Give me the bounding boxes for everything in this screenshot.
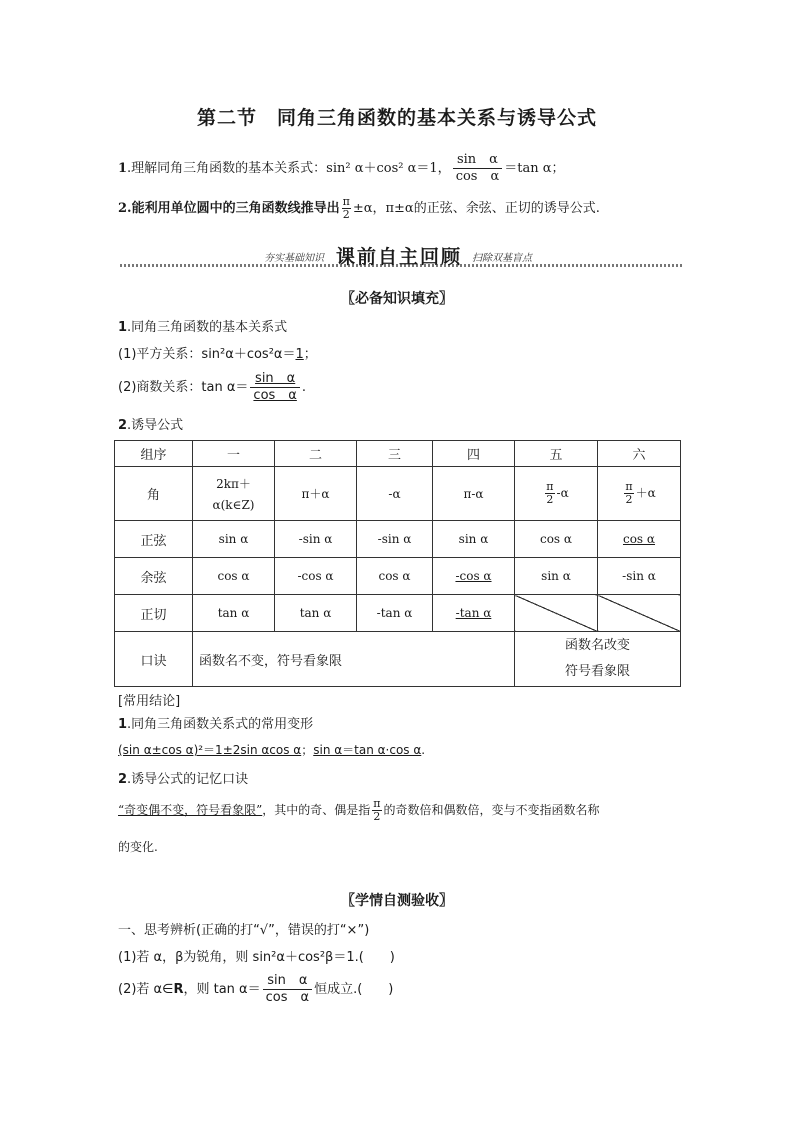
table-cell: π-α [433, 467, 515, 521]
fraction-denominator: 2 [546, 493, 554, 506]
square-relation-text: (1)平方关系：sin²α＋cos²α＝ [118, 347, 296, 362]
objective-2-fraction [342, 196, 351, 221]
table-cell: -sin α [275, 521, 357, 558]
row-label: 角 [115, 467, 193, 521]
table-cell: -sin α [598, 558, 681, 595]
formula-b: sin α＝tan α·cos α [313, 743, 422, 757]
section-banner [120, 244, 682, 270]
page-title: 第二节 同角三角函数的基本关系与诱导公式 [196, 107, 597, 129]
objective-1-number: 1 [118, 161, 128, 176]
heading-number: 2 [118, 418, 128, 433]
row-label: 正切 [115, 595, 193, 632]
heading-number: 2 [118, 772, 128, 787]
real-set-symbol: R [173, 982, 184, 997]
objective-2-number: 2 [118, 201, 128, 216]
fraction-numerator: π [546, 480, 554, 493]
cell-line: α(k∈Z) [212, 498, 255, 512]
table-cell: cos α [193, 558, 275, 595]
heading-text: .同角三角函数关系式的常用变形 [127, 717, 314, 732]
objective-1 [118, 152, 565, 185]
table-cell [193, 467, 275, 521]
formula-end: . [421, 743, 426, 757]
table-cell [433, 595, 515, 632]
table-row [115, 467, 681, 521]
rhyme-left-cell: 函数名不变，符号看象限 [193, 632, 515, 687]
fraction-denominator: cos α [455, 169, 500, 184]
conclusion-2-line2: 的变化. [118, 840, 158, 854]
objective-1-fraction [453, 152, 503, 185]
conclusion-2-body [118, 798, 600, 823]
exercise-intro: 一、思考辨析(正确的打“√”，错误的打“×”) [118, 923, 370, 938]
heading-text: .诱导公式 [127, 418, 184, 433]
header-cell: 组序 [115, 441, 193, 467]
exercise-question-2 [118, 973, 393, 1006]
empty-diagonal-cell [598, 595, 681, 632]
conclusions-label: [常用结论] [118, 694, 181, 709]
pi-over-2-fraction [624, 481, 633, 506]
section-heading-knowledge: 〖必备知识填充〗 [341, 291, 453, 307]
table-row [115, 632, 681, 687]
rhyme-line: 符号看象限 [564, 664, 630, 679]
fraction-numerator: sin α [250, 371, 299, 388]
table-cell: -tan α [357, 595, 433, 632]
objective-1-text: .理解同角三角函数的基本关系式：sin² α＋cos² α＝1， [127, 161, 451, 176]
table-cell: tan α [193, 595, 275, 632]
banner-title: 课前自主回顾 [336, 246, 463, 268]
header-cell: 三 [357, 441, 433, 467]
fraction-numerator: π [342, 195, 350, 208]
table-cell: -cos α [275, 558, 357, 595]
knowledge-2-heading [118, 414, 183, 433]
question-text: (2)若 α∈ [118, 982, 174, 997]
table-cell: π＋α [275, 467, 357, 521]
heading-text: .诱导公式的记忆口诀 [127, 772, 249, 787]
fraction-numerator: π [625, 480, 633, 493]
fraction-denominator: cos α [265, 990, 310, 1005]
question-text: 恒成立.( ) [314, 982, 394, 997]
table-row [115, 441, 681, 467]
square-relation-end: ； [303, 347, 317, 362]
heading-number: 1 [118, 320, 128, 335]
square-relation-answer: 1 [295, 347, 304, 362]
square-relation [118, 343, 317, 362]
quotient-fraction [250, 371, 299, 404]
objective-1-suffix: ＝tan α； [504, 161, 565, 176]
table-cell: sin α [433, 521, 515, 558]
formula-separator: ； [301, 743, 314, 757]
banner-right-text: 扫除双基盲点 [472, 253, 532, 264]
table-cell: cos α [357, 558, 433, 595]
induction-formula-table [114, 440, 681, 687]
table-row [115, 595, 681, 632]
row-label: 余弦 [115, 558, 193, 595]
table-row [115, 521, 681, 558]
body-text: 的奇数倍和偶数倍，变与不变指函数名称 [383, 803, 600, 817]
header-cell: 六 [598, 441, 681, 467]
empty-diagonal-cell [515, 595, 598, 632]
fraction-numerator: sin α [263, 973, 312, 990]
rhyme-line: 函数名改变 [564, 638, 630, 653]
table-cell: -α [357, 467, 433, 521]
body-text: ，其中的奇、偶是指 [262, 803, 371, 817]
quotient-relation-end: . [301, 380, 307, 395]
table-cell [433, 558, 515, 595]
fraction-denominator: 2 [342, 208, 350, 221]
heading-number: 1 [118, 717, 128, 732]
objective-2-suffix: ±α，π±α的正弦、余弦、正切的诱导公式. [352, 201, 600, 216]
table-cell: tan α [275, 595, 357, 632]
conclusion-1-formula [118, 741, 425, 758]
rhyme-right-cell [515, 632, 681, 687]
fraction-denominator: 2 [625, 493, 633, 506]
quotient-relation [118, 371, 306, 404]
conclusion-1-heading [118, 713, 313, 732]
table-cell: -sin α [357, 521, 433, 558]
section-heading-selftest: 〖学情自测验收〗 [341, 893, 453, 909]
fraction-denominator: cos α [253, 388, 297, 403]
table-cell [598, 467, 681, 521]
fraction-numerator: π [373, 797, 381, 810]
knowledge-1-heading [118, 316, 287, 335]
objective-2-text: .能利用单位圆中的三角函数线推导出 [127, 201, 340, 216]
heading-text: .同角三角函数的基本关系式 [127, 320, 288, 335]
banner-left-text: 夯实基础知识 [264, 253, 324, 264]
exercise-question-1: (1)若 α，β为锐角，则 sin²α＋cos²β＝1.( ) [118, 950, 395, 965]
table-row [115, 558, 681, 595]
table-cell [598, 521, 681, 558]
fraction-numerator: sin α [453, 152, 503, 169]
objective-2 [118, 196, 600, 221]
table-cell: sin α [193, 521, 275, 558]
angle-suffix: -α [556, 486, 569, 500]
question-text: ，则 tan α＝ [183, 982, 261, 997]
rhyme-quote: “奇变偶不变，符号看象限” [118, 803, 263, 817]
table-cell: sin α [515, 558, 598, 595]
header-cell: 五 [515, 441, 598, 467]
table-cell [515, 467, 598, 521]
answer-text: -tan α [455, 606, 492, 620]
pi-over-2-fraction [372, 798, 381, 823]
header-cell: 一 [193, 441, 275, 467]
conclusion-2-heading [118, 768, 248, 787]
table-cell: cos α [515, 521, 598, 558]
cell-line: 2kπ＋ [216, 477, 251, 491]
formula-a: (sin α±cos α)²＝1±2sin αcos α [118, 743, 302, 757]
pi-over-2-fraction [545, 481, 554, 506]
answer-text: -cos α [455, 569, 492, 583]
row-label: 口诀 [115, 632, 193, 687]
answer-text: cos α [622, 532, 656, 546]
header-cell: 二 [275, 441, 357, 467]
quotient-relation-text: (2)商数关系：tan α＝ [118, 380, 249, 395]
fraction-denominator: 2 [373, 810, 381, 823]
header-cell: 四 [433, 441, 515, 467]
question-fraction [263, 973, 312, 1006]
angle-suffix: ＋α [635, 486, 656, 500]
row-label: 正弦 [115, 521, 193, 558]
